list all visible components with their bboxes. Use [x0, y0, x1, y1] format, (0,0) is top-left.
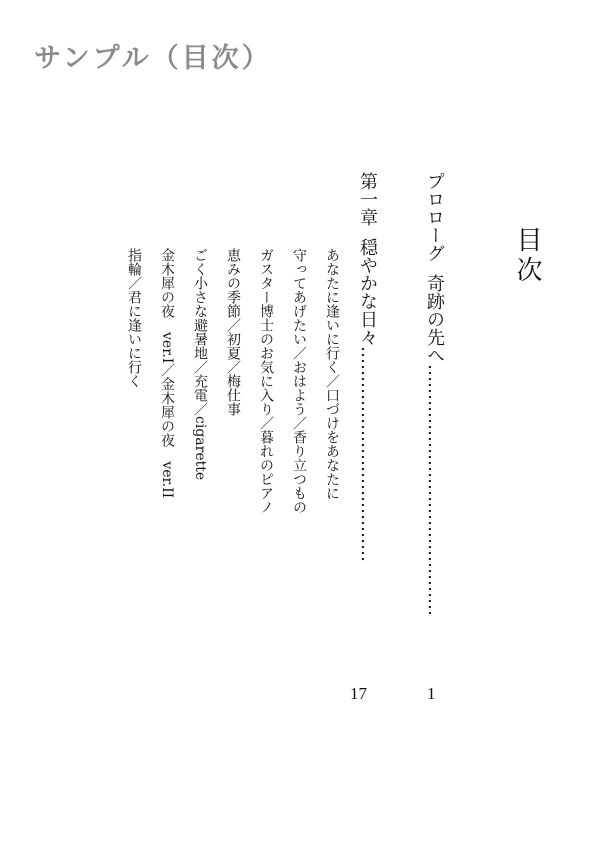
toc-entry-chapter-1[interactable] [355, 172, 379, 677]
toc-subtitle-line: 守ってあげたい／おはよう／香り立つもの [291, 248, 307, 514]
toc-entry-label: 第一章 [357, 172, 378, 226]
toc-subtitle-line: あなたに逢いに行く／口づけをあなたに [324, 248, 340, 500]
toc-subtitle-line: ごく小さな避暑地／充電／cigarette [192, 248, 208, 481]
toc-subtitle-line: ガスター博士のお気に入り／暮れのピアノ [258, 248, 274, 514]
toc-entry-label: プロローグ [424, 172, 445, 262]
sample-label: サンプル（目次） [34, 43, 272, 74]
toc-entry-title: 穏やかな日々 [357, 238, 378, 346]
toc-title: 目次 [512, 226, 542, 286]
toc-page-number: 17 [350, 684, 367, 703]
toc-subtitle-line: 金木犀の夜 ver.I／金木犀の夜 ver.II [159, 248, 175, 499]
toc-entry-prologue[interactable] [422, 172, 446, 664]
toc-subtitle-line: 恵みの季節／初夏／梅仕事 [225, 248, 241, 416]
toc-leader: …………………………………… [424, 364, 445, 616]
toc-entry-title: 奇跡の先へ [424, 274, 445, 364]
toc-leader: ……………………………… [357, 346, 378, 562]
toc-subtitle-line: 指輪／君に逢いに行く [126, 248, 142, 388]
toc-page-number: 1 [427, 684, 436, 703]
